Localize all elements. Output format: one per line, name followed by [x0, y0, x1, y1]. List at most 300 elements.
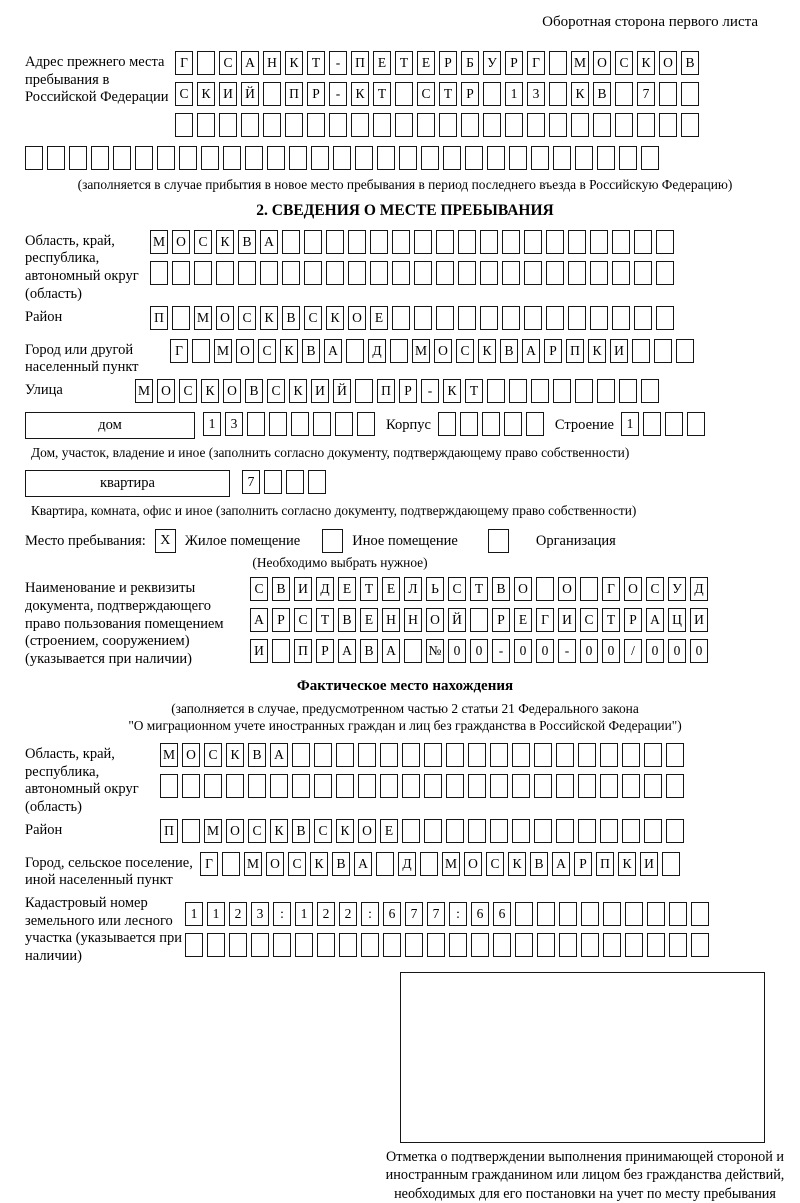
form-char-cell[interactable]: Р — [505, 51, 523, 75]
form-char-cell[interactable] — [534, 743, 552, 767]
form-char-cell[interactable]: П — [566, 339, 584, 363]
form-char-cell[interactable] — [534, 774, 552, 798]
form-char-cell[interactable] — [326, 261, 344, 285]
form-char-cell[interactable] — [527, 113, 545, 137]
form-char-cell[interactable] — [404, 639, 422, 663]
form-char-cell[interactable] — [641, 146, 659, 170]
form-char-cell[interactable]: Д — [368, 339, 386, 363]
form-char-cell[interactable]: О — [236, 339, 254, 363]
form-char-cell[interactable] — [622, 743, 640, 767]
form-char-cell[interactable] — [204, 774, 222, 798]
form-char-cell[interactable] — [446, 743, 464, 767]
form-char-cell[interactable]: 1 — [207, 902, 225, 926]
cadastre-row-1[interactable] — [185, 902, 713, 929]
form-char-cell[interactable] — [285, 113, 303, 137]
checkbox-other-premises[interactable] — [322, 529, 343, 553]
form-char-cell[interactable]: Г — [175, 51, 193, 75]
form-char-cell[interactable] — [581, 933, 599, 957]
form-char-cell[interactable] — [264, 470, 282, 494]
form-char-cell[interactable]: И — [690, 608, 708, 632]
form-char-cell[interactable]: И — [640, 852, 658, 876]
form-char-cell[interactable]: Е — [370, 306, 388, 330]
form-char-cell[interactable]: Р — [492, 608, 510, 632]
form-char-cell[interactable]: В — [302, 339, 320, 363]
form-char-cell[interactable]: К — [336, 819, 354, 843]
form-char-cell[interactable] — [355, 379, 373, 403]
form-char-cell[interactable]: М — [150, 230, 168, 254]
form-char-cell[interactable]: 1 — [185, 902, 203, 926]
form-char-cell[interactable] — [222, 852, 240, 876]
form-char-cell[interactable]: К — [260, 306, 278, 330]
form-char-cell[interactable]: К — [197, 82, 215, 106]
form-char-cell[interactable] — [634, 230, 652, 254]
form-char-cell[interactable] — [482, 412, 500, 436]
form-char-cell[interactable] — [292, 774, 310, 798]
form-char-cell[interactable] — [216, 261, 234, 285]
form-char-cell[interactable]: 3 — [527, 82, 545, 106]
form-char-cell[interactable] — [313, 412, 331, 436]
form-char-cell[interactable] — [355, 146, 373, 170]
form-char-cell[interactable]: Р — [307, 82, 325, 106]
form-char-cell[interactable] — [241, 113, 259, 137]
form-char-cell[interactable] — [546, 261, 564, 285]
form-char-cell[interactable] — [512, 819, 530, 843]
form-char-cell[interactable] — [172, 306, 190, 330]
form-char-cell[interactable] — [644, 819, 662, 843]
form-char-cell[interactable]: - — [558, 639, 576, 663]
form-char-cell[interactable]: Е — [382, 577, 400, 601]
form-char-cell[interactable] — [568, 261, 586, 285]
form-char-cell[interactable]: В — [530, 852, 548, 876]
form-char-cell[interactable]: 1 — [295, 902, 313, 926]
form-char-cell[interactable] — [581, 902, 599, 926]
form-char-cell[interactable] — [634, 306, 652, 330]
form-char-cell[interactable]: В — [500, 339, 518, 363]
form-char-cell[interactable]: И — [250, 639, 268, 663]
form-char-cell[interactable]: 0 — [668, 639, 686, 663]
form-char-cell[interactable] — [402, 743, 420, 767]
form-char-cell[interactable]: Г — [200, 852, 218, 876]
form-char-cell[interactable]: М — [194, 306, 212, 330]
form-char-cell[interactable]: 0 — [602, 639, 620, 663]
form-char-cell[interactable] — [480, 230, 498, 254]
form-char-cell[interactable]: Е — [380, 819, 398, 843]
form-char-cell[interactable] — [644, 743, 662, 767]
form-char-cell[interactable] — [414, 261, 432, 285]
form-char-cell[interactable] — [314, 774, 332, 798]
form-char-cell[interactable]: А — [338, 639, 356, 663]
form-char-cell[interactable]: А — [270, 743, 288, 767]
form-char-cell[interactable] — [223, 146, 241, 170]
form-char-cell[interactable]: К — [270, 819, 288, 843]
form-char-cell[interactable]: Ь — [426, 577, 444, 601]
form-char-cell[interactable] — [175, 113, 193, 137]
form-char-cell[interactable] — [333, 146, 351, 170]
form-char-cell[interactable]: М — [160, 743, 178, 767]
form-char-cell[interactable] — [436, 230, 454, 254]
form-char-cell[interactable] — [392, 261, 410, 285]
form-char-cell[interactable] — [113, 146, 131, 170]
form-char-cell[interactable]: 2 — [339, 902, 357, 926]
form-char-cell[interactable]: 7 — [242, 470, 260, 494]
form-char-cell[interactable] — [185, 933, 203, 957]
form-char-cell[interactable] — [531, 379, 549, 403]
form-char-cell[interactable] — [487, 379, 505, 403]
form-char-cell[interactable] — [641, 379, 659, 403]
form-char-cell[interactable] — [505, 113, 523, 137]
form-char-cell[interactable]: С — [486, 852, 504, 876]
form-char-cell[interactable]: К — [508, 852, 526, 876]
form-char-cell[interactable]: С — [294, 608, 312, 632]
form-char-cell[interactable]: В — [492, 577, 510, 601]
form-char-cell[interactable] — [292, 743, 310, 767]
form-char-cell[interactable]: С — [646, 577, 664, 601]
document-row-3[interactable] — [250, 639, 712, 666]
form-char-cell[interactable]: О — [226, 819, 244, 843]
form-char-cell[interactable] — [600, 819, 618, 843]
district-row[interactable] — [150, 306, 678, 333]
document-row-2[interactable] — [250, 608, 712, 635]
form-char-cell[interactable]: Р — [544, 339, 562, 363]
form-char-cell[interactable]: П — [285, 82, 303, 106]
form-char-cell[interactable] — [681, 113, 699, 137]
form-char-cell[interactable]: М — [135, 379, 153, 403]
form-char-cell[interactable] — [553, 146, 571, 170]
form-char-cell[interactable]: П — [160, 819, 178, 843]
form-char-cell[interactable] — [666, 743, 684, 767]
form-char-cell[interactable]: С — [456, 339, 474, 363]
form-char-cell[interactable] — [483, 82, 501, 106]
form-char-cell[interactable] — [157, 146, 175, 170]
form-char-cell[interactable] — [526, 412, 544, 436]
form-char-cell[interactable] — [597, 146, 615, 170]
form-char-cell[interactable]: С — [288, 852, 306, 876]
form-char-cell[interactable] — [458, 230, 476, 254]
form-char-cell[interactable] — [666, 774, 684, 798]
form-char-cell[interactable]: 0 — [646, 639, 664, 663]
form-char-cell[interactable]: К — [443, 379, 461, 403]
form-char-cell[interactable] — [326, 230, 344, 254]
form-char-cell[interactable] — [307, 113, 325, 137]
form-char-cell[interactable] — [480, 261, 498, 285]
form-char-cell[interactable]: А — [646, 608, 664, 632]
form-char-cell[interactable] — [632, 339, 650, 363]
form-char-cell[interactable] — [493, 933, 511, 957]
form-char-cell[interactable] — [458, 261, 476, 285]
form-char-cell[interactable]: И — [610, 339, 628, 363]
form-char-cell[interactable]: Н — [404, 608, 422, 632]
form-char-cell[interactable] — [524, 261, 542, 285]
form-char-cell[interactable] — [603, 902, 621, 926]
form-char-cell[interactable] — [219, 113, 237, 137]
form-char-cell[interactable] — [559, 933, 577, 957]
form-char-cell[interactable] — [238, 261, 256, 285]
form-char-cell[interactable] — [247, 412, 265, 436]
form-char-cell[interactable] — [370, 230, 388, 254]
form-char-cell[interactable]: - — [329, 51, 347, 75]
form-char-cell[interactable] — [402, 774, 420, 798]
form-char-cell[interactable] — [269, 412, 287, 436]
form-char-cell[interactable] — [644, 774, 662, 798]
city-row[interactable] — [170, 339, 698, 366]
form-char-cell[interactable]: У — [668, 577, 686, 601]
form-char-cell[interactable] — [471, 933, 489, 957]
form-char-cell[interactable] — [311, 146, 329, 170]
form-char-cell[interactable] — [370, 261, 388, 285]
form-char-cell[interactable] — [509, 146, 527, 170]
form-char-cell[interactable] — [380, 774, 398, 798]
form-char-cell[interactable] — [383, 933, 401, 957]
actual-district-row[interactable] — [160, 819, 688, 846]
form-char-cell[interactable]: К — [637, 51, 655, 75]
form-char-cell[interactable] — [461, 113, 479, 137]
form-char-cell[interactable] — [502, 261, 520, 285]
form-char-cell[interactable] — [470, 608, 488, 632]
form-char-cell[interactable] — [270, 774, 288, 798]
form-char-cell[interactable] — [578, 774, 596, 798]
street-row[interactable] — [135, 379, 663, 406]
form-char-cell[interactable] — [207, 933, 225, 957]
form-char-cell[interactable] — [619, 379, 637, 403]
form-char-cell[interactable] — [392, 230, 410, 254]
actual-city-row[interactable] — [200, 852, 684, 879]
form-char-cell[interactable] — [182, 774, 200, 798]
form-char-cell[interactable]: О — [514, 577, 532, 601]
korpus-cells[interactable] — [438, 412, 548, 439]
form-char-cell[interactable]: К — [216, 230, 234, 254]
form-char-cell[interactable]: О — [358, 819, 376, 843]
form-char-cell[interactable]: В — [245, 379, 263, 403]
form-char-cell[interactable] — [286, 470, 304, 494]
form-char-cell[interactable] — [524, 306, 542, 330]
form-char-cell[interactable]: А — [324, 339, 342, 363]
form-char-cell[interactable]: Р — [624, 608, 642, 632]
form-char-cell[interactable]: О — [216, 306, 234, 330]
form-char-cell[interactable]: В — [248, 743, 266, 767]
form-char-cell[interactable] — [361, 933, 379, 957]
form-char-cell[interactable] — [603, 933, 621, 957]
form-char-cell[interactable]: В — [292, 819, 310, 843]
form-char-cell[interactable]: В — [360, 639, 378, 663]
form-char-cell[interactable] — [468, 774, 486, 798]
form-char-cell[interactable]: О — [266, 852, 284, 876]
form-char-cell[interactable] — [549, 113, 567, 137]
form-char-cell[interactable] — [504, 412, 522, 436]
form-char-cell[interactable] — [634, 261, 652, 285]
form-char-cell[interactable] — [436, 306, 454, 330]
form-char-cell[interactable] — [380, 743, 398, 767]
form-char-cell[interactable] — [687, 412, 705, 436]
form-char-cell[interactable]: А — [260, 230, 278, 254]
form-char-cell[interactable]: О — [348, 306, 366, 330]
form-char-cell[interactable]: К — [571, 82, 589, 106]
form-char-cell[interactable]: Т — [439, 82, 457, 106]
form-char-cell[interactable] — [377, 146, 395, 170]
region-row-1[interactable] — [150, 230, 678, 257]
form-char-cell[interactable]: Ц — [668, 608, 686, 632]
form-char-cell[interactable] — [335, 412, 353, 436]
form-char-cell[interactable] — [502, 306, 520, 330]
form-char-cell[interactable] — [317, 933, 335, 957]
form-char-cell[interactable] — [512, 774, 530, 798]
form-char-cell[interactable]: 3 — [251, 902, 269, 926]
form-char-cell[interactable] — [25, 146, 43, 170]
form-char-cell[interactable]: П — [351, 51, 369, 75]
form-char-cell[interactable]: Д — [398, 852, 416, 876]
house-number-cells[interactable] — [203, 412, 379, 439]
form-char-cell[interactable]: К — [289, 379, 307, 403]
form-char-cell[interactable] — [399, 146, 417, 170]
form-char-cell[interactable]: Р — [461, 82, 479, 106]
form-char-cell[interactable] — [656, 306, 674, 330]
form-char-cell[interactable] — [597, 379, 615, 403]
form-char-cell[interactable]: С — [615, 51, 633, 75]
form-char-cell[interactable]: С — [194, 230, 212, 254]
form-char-cell[interactable]: В — [338, 608, 356, 632]
form-char-cell[interactable]: И — [294, 577, 312, 601]
form-char-cell[interactable] — [336, 774, 354, 798]
form-char-cell[interactable] — [625, 933, 643, 957]
form-char-cell[interactable]: К — [618, 852, 636, 876]
form-char-cell[interactable]: Л — [404, 577, 422, 601]
form-char-cell[interactable] — [669, 902, 687, 926]
form-char-cell[interactable] — [615, 82, 633, 106]
form-char-cell[interactable] — [348, 230, 366, 254]
previous-address-row-4[interactable] — [25, 146, 800, 173]
form-char-cell[interactable] — [490, 743, 508, 767]
form-char-cell[interactable] — [417, 113, 435, 137]
form-char-cell[interactable] — [654, 339, 672, 363]
form-char-cell[interactable] — [524, 230, 542, 254]
form-char-cell[interactable]: Е — [417, 51, 435, 75]
form-char-cell[interactable] — [160, 774, 178, 798]
form-char-cell[interactable] — [691, 902, 709, 926]
form-char-cell[interactable]: А — [354, 852, 372, 876]
form-char-cell[interactable]: Д — [690, 577, 708, 601]
form-char-cell[interactable]: Т — [470, 577, 488, 601]
form-char-cell[interactable]: О — [182, 743, 200, 767]
form-char-cell[interactable]: 2 — [229, 902, 247, 926]
form-char-cell[interactable] — [69, 146, 87, 170]
form-char-cell[interactable]: Р — [316, 639, 334, 663]
form-char-cell[interactable] — [458, 306, 476, 330]
form-char-cell[interactable] — [304, 261, 322, 285]
form-char-cell[interactable]: Е — [338, 577, 356, 601]
form-char-cell[interactable]: Т — [307, 51, 325, 75]
form-char-cell[interactable] — [571, 113, 589, 137]
document-row-1[interactable] — [250, 577, 712, 604]
form-char-cell[interactable]: С — [258, 339, 276, 363]
form-char-cell[interactable] — [647, 933, 665, 957]
form-char-cell[interactable] — [420, 852, 438, 876]
form-char-cell[interactable]: В — [238, 230, 256, 254]
form-char-cell[interactable]: 0 — [536, 639, 554, 663]
cadastre-row-2[interactable] — [185, 933, 713, 960]
form-char-cell[interactable]: Г — [170, 339, 188, 363]
form-char-cell[interactable] — [600, 743, 618, 767]
form-char-cell[interactable] — [197, 113, 215, 137]
form-char-cell[interactable] — [549, 51, 567, 75]
form-char-cell[interactable]: О — [659, 51, 677, 75]
form-char-cell[interactable]: - — [492, 639, 510, 663]
form-char-cell[interactable]: Т — [316, 608, 334, 632]
form-char-cell[interactable] — [619, 146, 637, 170]
form-char-cell[interactable] — [643, 412, 661, 436]
form-char-cell[interactable] — [358, 774, 376, 798]
form-char-cell[interactable]: Р — [272, 608, 290, 632]
form-char-cell[interactable] — [537, 902, 555, 926]
form-char-cell[interactable] — [556, 743, 574, 767]
form-char-cell[interactable] — [427, 933, 445, 957]
form-char-cell[interactable] — [625, 902, 643, 926]
form-char-cell[interactable] — [468, 743, 486, 767]
form-char-cell[interactable]: К — [310, 852, 328, 876]
form-char-cell[interactable]: О — [464, 852, 482, 876]
form-char-cell[interactable] — [556, 819, 574, 843]
form-char-cell[interactable] — [487, 146, 505, 170]
form-char-cell[interactable]: 7 — [637, 82, 655, 106]
form-char-cell[interactable] — [553, 379, 571, 403]
form-char-cell[interactable] — [192, 339, 210, 363]
form-char-cell[interactable] — [580, 577, 598, 601]
form-char-cell[interactable] — [295, 933, 313, 957]
form-char-cell[interactable] — [405, 933, 423, 957]
form-char-cell[interactable] — [182, 819, 200, 843]
form-char-cell[interactable] — [612, 230, 630, 254]
form-char-cell[interactable]: 6 — [383, 902, 401, 926]
form-char-cell[interactable] — [197, 51, 215, 75]
form-char-cell[interactable]: В — [282, 306, 300, 330]
form-char-cell[interactable] — [656, 261, 674, 285]
form-char-cell[interactable] — [666, 819, 684, 843]
form-char-cell[interactable]: Н — [382, 608, 400, 632]
form-char-cell[interactable]: Т — [395, 51, 413, 75]
form-char-cell[interactable]: И — [311, 379, 329, 403]
form-char-cell[interactable]: 7 — [427, 902, 445, 926]
form-char-cell[interactable]: М — [204, 819, 222, 843]
form-char-cell[interactable] — [502, 230, 520, 254]
form-char-cell[interactable] — [47, 146, 65, 170]
apartment-cells[interactable] — [242, 470, 330, 497]
form-char-cell[interactable] — [245, 146, 263, 170]
form-char-cell[interactable] — [348, 261, 366, 285]
form-char-cell[interactable] — [263, 82, 281, 106]
form-char-cell[interactable] — [483, 113, 501, 137]
form-char-cell[interactable]: К — [326, 306, 344, 330]
form-char-cell[interactable]: : — [361, 902, 379, 926]
form-char-cell[interactable] — [490, 819, 508, 843]
previous-address-row-2[interactable] — [175, 82, 703, 109]
form-char-cell[interactable] — [291, 412, 309, 436]
form-char-cell[interactable]: П — [150, 306, 168, 330]
form-char-cell[interactable]: М — [214, 339, 232, 363]
form-char-cell[interactable]: Г — [536, 608, 554, 632]
form-char-cell[interactable] — [676, 339, 694, 363]
form-char-cell[interactable]: 0 — [690, 639, 708, 663]
form-char-cell[interactable] — [509, 379, 527, 403]
form-char-cell[interactable]: В — [681, 51, 699, 75]
form-char-cell[interactable]: Т — [602, 608, 620, 632]
form-char-cell[interactable] — [135, 146, 153, 170]
form-char-cell[interactable]: П — [377, 379, 395, 403]
form-char-cell[interactable] — [414, 306, 432, 330]
form-char-cell[interactable] — [443, 146, 461, 170]
form-char-cell[interactable] — [438, 412, 456, 436]
form-char-cell[interactable]: : — [273, 902, 291, 926]
form-char-cell[interactable]: О — [593, 51, 611, 75]
form-char-cell[interactable]: А — [250, 608, 268, 632]
form-char-cell[interactable]: Д — [316, 577, 334, 601]
